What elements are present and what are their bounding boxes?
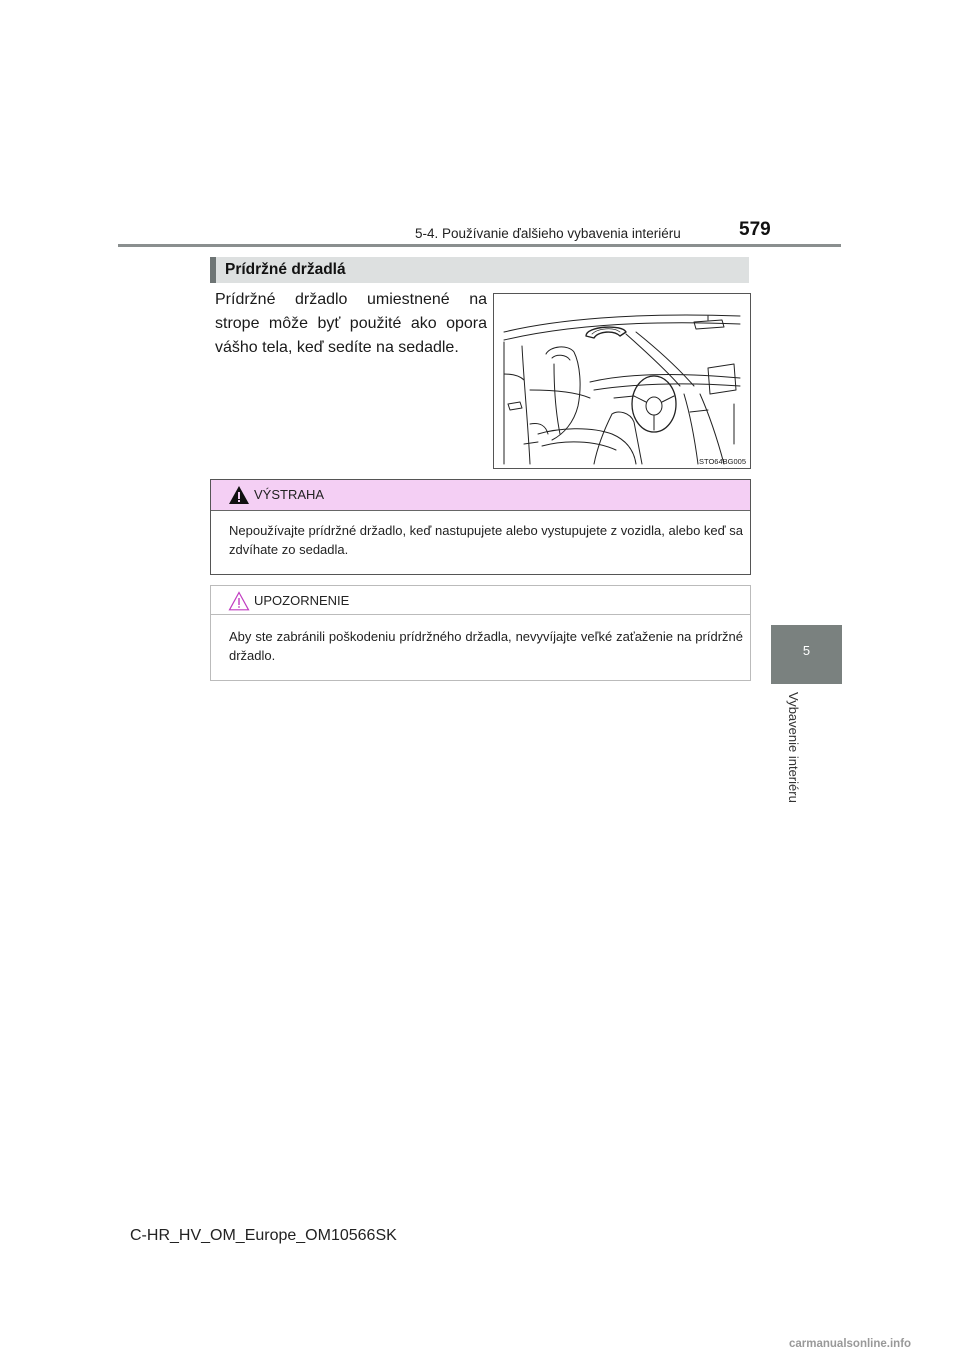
footer-document-id: C-HR_HV_OM_Europe_OM10566SK: [130, 1227, 397, 1244]
interior-line-drawing: [494, 294, 750, 468]
section-heading-title: Prídržné držadlá: [225, 261, 346, 278]
section-heading-marker: [210, 257, 216, 283]
watermark-text: carmanualsonline.info: [789, 1338, 912, 1350]
caution-box: [210, 585, 751, 681]
header-divider: [118, 244, 841, 247]
section-body-text: Prídržné držadlo umiestnené na strope môže byť použité ako opora vášho tela, keď sedíte na sedadle.: [215, 291, 487, 356]
warning-header: [211, 480, 750, 511]
section-heading: [210, 257, 749, 283]
chapter-label: Vybavenie interiéru: [786, 692, 801, 803]
car-interior-illustration: [493, 293, 751, 469]
caution-title: UPOZORNENIE: [254, 593, 350, 608]
chapter-number: 5: [802, 643, 811, 658]
warning-triangle-icon: [228, 485, 250, 505]
illustration-code: STO64BG005: [699, 457, 746, 466]
warning-box: [210, 479, 751, 575]
caution-header: [211, 586, 750, 615]
caution-triangle-icon: [228, 591, 250, 611]
chapter-tab: [771, 625, 842, 684]
warning-text: Nepoužívajte prídržné držadlo, keď nastupujete alebo vystupujete z vozidla, alebo keď sa zdvíhate zo sedadla.: [229, 523, 743, 557]
warning-title: VÝSTRAHA: [254, 487, 325, 502]
page-number: 579: [739, 219, 771, 240]
caution-text: Aby ste zabránili poškodeniu prídržného držadla, nevyvíjajte veľké zaťaženie na prídržné držadlo.: [229, 629, 743, 663]
header-section-title: 5-4. Používanie ďalšieho vybavenia interiéru: [415, 226, 681, 241]
